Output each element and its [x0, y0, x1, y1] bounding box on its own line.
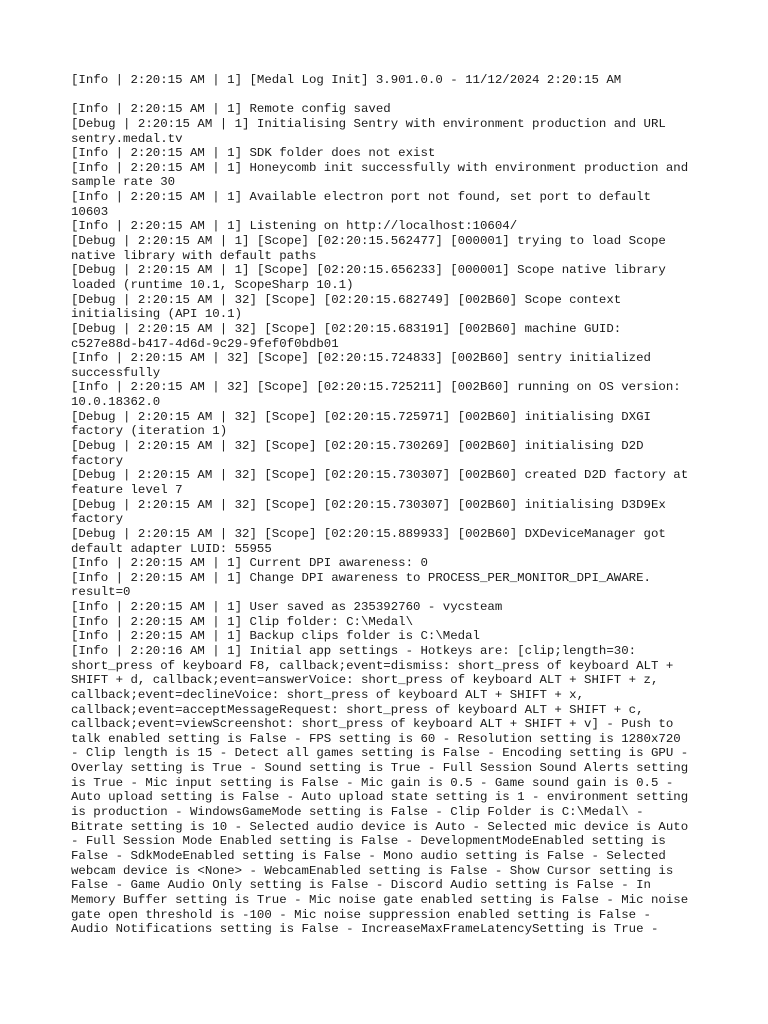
log-line: [Debug | 2:20:15 AM | 32] [Scope] [02:20:15.730269] [002B60] initialising D2D: [71, 439, 644, 454]
log-line: 10603: [71, 204, 109, 219]
log-line: [Info | 2:20:15 AM | 1] Honeycomb init successfully with environment production and: [71, 160, 689, 175]
log-line: initialising (API 10.1): [71, 307, 243, 322]
log-line: [Info | 2:20:15 AM | 1] Remote config saved: [71, 102, 391, 117]
log-line: [Info | 2:20:15 AM | 1] SDK folder does not exist: [71, 146, 436, 161]
log-line: is True - Mic input setting is False - Mic gain is 0.5 - Game sound gain is 0.5 -: [71, 775, 674, 790]
log-line: short_press of keyboard F8, callback;event=dismiss: short_press of keyboard ALT +: [71, 658, 674, 673]
log-line: sample rate 30: [71, 175, 176, 190]
log-line: gate open threshold is -100 - Mic noise suppression enabled setting is False -: [71, 907, 651, 922]
log-line: SHIFT + d, callback;event=answerVoice: short_press of keyboard ALT + SHIFT + z,: [71, 673, 659, 688]
log-line: [Info | 2:20:15 AM | 32] [Scope] [02:20:15.725211] [002B60] running on OS version:: [71, 380, 681, 395]
log-line: [Debug | 2:20:15 AM | 32] [Scope] [02:20:15.725971] [002B60] initialising DXGI: [71, 409, 651, 424]
log-line: Bitrate setting is 10 - Selected audio device is Auto - Selected mic device is Auto: [71, 819, 689, 834]
log-line: loaded (runtime 10.1, ScopeSharp 10.1): [71, 277, 354, 292]
log-line: [Info | 2:20:16 AM | 1] Initial app settings - Hotkeys are: [clip;length=30:: [71, 643, 637, 658]
log-line: - Full Session Mode Enabled setting is False - DevelopmentModeEnabled setting is: [71, 834, 666, 849]
log-line: c527e88d-b417-4d6d-9c29-9fef0f0bdb01: [71, 336, 339, 351]
log-line: factory: [71, 453, 124, 468]
log-line: [Info | 2:20:15 AM | 1] Available electron port not found, set port to default: [71, 190, 651, 205]
log-line: factory (iteration 1): [71, 424, 228, 439]
log-line: [Debug | 2:20:15 AM | 32] [Scope] [02:20:15.889933] [002B60] DXDeviceManager got: [71, 526, 666, 541]
log-line: [Debug | 2:20:15 AM | 32] [Scope] [02:20:15.682749] [002B60] Scope context: [71, 292, 622, 307]
log-line: is production - WindowsGameMode setting is False - Clip Folder is C:\Medal\ -: [71, 805, 644, 820]
log-line: - Clip length is 15 - Detect all games setting is False - Encoding setting is GPU -: [71, 746, 689, 761]
log-line: False - SdkModeEnabled setting is False - Mono audio setting is False - Selected: [71, 848, 666, 863]
log-line: [Info | 2:20:15 AM | 1] Current DPI awareness: 0: [71, 556, 428, 571]
log-line: Auto upload setting is False - Auto upload state setting is 1 - environment setting: [71, 790, 689, 805]
log-line: [Info | 2:20:15 AM | 1] [Medal Log Init] 3.901.0.0 - 11/12/2024 2:20:15 AM: [71, 73, 622, 87]
log-line: False - Game Audio Only setting is False - Discord Audio setting is False - In: [71, 878, 651, 893]
log-line: webcam device is <None> - WebcamEnabled setting is False - Show Cursor setting is: [71, 863, 674, 878]
log-line: Audio Notifications setting is False - IncreaseMaxFrameLatencySetting is True -: [71, 922, 659, 937]
log-line: [Debug | 2:20:15 AM | 1] Initialising Sentry with environment production and URL: [71, 116, 666, 131]
log-line: [Info | 2:20:15 AM | 1] Change DPI awareness to PROCESS_PER_MONITOR_DPI_AWARE.: [71, 570, 651, 585]
log-line: callback;event=acceptMessageRequest: short_press of keyboard ALT + SHIFT + c,: [71, 702, 644, 717]
log-line: native library with default paths: [71, 248, 317, 263]
log-line: Overlay setting is True - Sound setting is True - Full Session Sound Alerts setting: [71, 761, 689, 776]
log-line: default adapter LUID: 55955: [71, 541, 272, 556]
log-line: [Info | 2:20:15 AM | 1] Backup clips folder is C:\Medal: [71, 629, 480, 644]
log-line: 10.0.18362.0: [71, 395, 161, 410]
log-line: [Info | 2:20:15 AM | 1] Clip folder: C:\Medal\: [71, 614, 414, 629]
log-line: callback;event=viewScreenshot: short_press of keyboard ALT + SHIFT + v] - Push to: [71, 717, 674, 732]
log-line: [Debug | 2:20:15 AM | 32] [Scope] [02:20:15.730307] [002B60] initialising D3D9Ex: [71, 497, 666, 512]
log-line: Memory Buffer setting is True - Mic noise gate enabled setting is False - Mic noise: [71, 892, 689, 907]
log-line: [Debug | 2:20:15 AM | 32] [Scope] [02:20:15.683191] [002B60] machine GUID:: [71, 321, 622, 336]
log-line: successfully: [71, 365, 161, 380]
log-line: factory: [71, 512, 124, 527]
log-document: [71, 73, 721, 937]
log-line: [Debug | 2:20:15 AM | 1] [Scope] [02:20:15.656233] [000001] Scope native library: [71, 263, 666, 278]
log-line: sentry.medal.tv: [71, 131, 183, 146]
log-line: feature level 7: [71, 482, 183, 497]
log-line: [Info | 2:20:15 AM | 1] User saved as 235392760 - vycsteam: [71, 600, 503, 615]
blank-line: [71, 88, 721, 103]
log-line: talk enabled setting is False - FPS setting is 60 - Resolution setting is 1280x720: [71, 731, 681, 746]
log-line: callback;event=declineVoice: short_press of keyboard ALT + SHIFT + x,: [71, 687, 585, 702]
log-line: [Debug | 2:20:15 AM | 1] [Scope] [02:20:15.562477] [000001] trying to load Scope: [71, 234, 666, 249]
log-line: [Info | 2:20:15 AM | 32] [Scope] [02:20:15.724833] [002B60] sentry initialized: [71, 351, 651, 366]
log-line: [Info | 2:20:15 AM | 1] Listening on http://localhost:10604/: [71, 219, 518, 234]
log-line: [Debug | 2:20:15 AM | 32] [Scope] [02:20:15.730307] [002B60] created D2D factory at: [71, 468, 689, 483]
log-line: result=0: [71, 585, 131, 600]
